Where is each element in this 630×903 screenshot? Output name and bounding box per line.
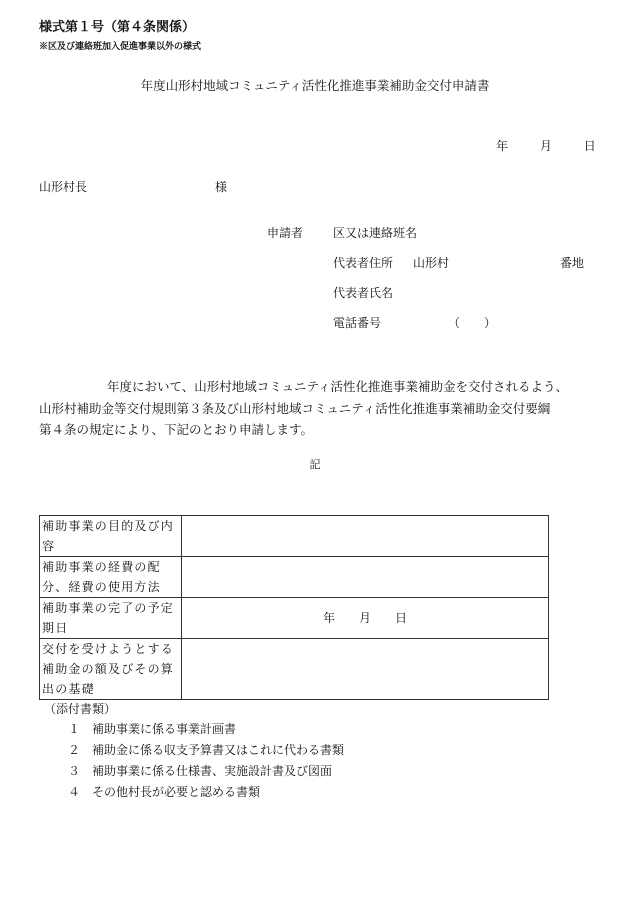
rep-address-label: 代表者住所 <box>333 256 394 270</box>
date-day: 日 <box>583 139 596 153</box>
form-note: ※区及び連絡班加入促進事業以外の様式 <box>39 42 202 52</box>
form-number: 様式第１号（第４条関係） <box>39 20 196 35</box>
row-value-purpose[interactable] <box>182 516 549 557</box>
rep-address-suffix: 番地 <box>560 256 585 270</box>
attachment-text: 補助金に係る収支予算書又はこれに代わる書類 <box>92 743 345 757</box>
body-line-1: 年度において、山形村地域コミュニティ活性化推進事業補助金を交付されるよう、 <box>107 379 569 394</box>
attachment-number: ３ <box>68 764 81 778</box>
phone-label: 電話番号 <box>333 316 382 330</box>
addressee <box>39 178 228 195</box>
body-line-2: 山形村補助金等交付規則第３条及び山形村地域コミュニティ活性化推進事業補助金交付要綱 <box>39 400 551 416</box>
date-line <box>496 137 596 154</box>
attachment-text: その他村長が必要と認める書類 <box>92 785 261 799</box>
row-label-purpose: 補助事業の目的及び内容 <box>40 516 182 557</box>
ki-marker: 記 <box>309 458 321 471</box>
applicant-org-label: 区又は連絡班名 <box>333 226 418 240</box>
row-label-subsidy-amount: 交付を受けようとする補助金の額及びその算出の基礎 <box>40 639 182 700</box>
date-year: 年 <box>496 139 509 153</box>
addressee-honorific: 様 <box>215 180 228 194</box>
attachment-text: 補助事業に係る仕様書、実施設計書及び図面 <box>92 764 333 778</box>
application-body <box>39 376 599 441</box>
attachment-text: 補助事業に係る事業計画書 <box>92 722 237 736</box>
table-row <box>40 639 549 700</box>
attachment-number: １ <box>68 722 81 736</box>
body-line-3: 第４条の規定により、下記のとおり申請します。 <box>39 422 314 437</box>
row-label-expenses: 補助事業の経費の配分、経費の使用方法 <box>40 557 182 598</box>
rep-name-label: 代表者氏名 <box>333 286 394 300</box>
row-value-completion-date[interactable]: 年 月 日 <box>182 598 549 639</box>
table-row <box>40 598 549 639</box>
document-title: 年度山形村地域コミュニティ活性化推進事業補助金交付申請書 <box>140 78 490 93</box>
rep-address-village: 山形村 <box>413 256 450 270</box>
attachment-number: ４ <box>68 785 81 799</box>
attachments-heading: （添付書類） <box>44 702 117 716</box>
row-value-expenses[interactable] <box>182 557 549 598</box>
applicant-label: 申請者 <box>267 226 304 240</box>
application-details-table <box>39 515 549 700</box>
row-value-subsidy-amount[interactable] <box>182 639 549 700</box>
addressee-name: 山形村長 <box>39 180 88 194</box>
attachment-number: ２ <box>68 743 81 757</box>
date-month: 月 <box>539 139 552 153</box>
table-row <box>40 516 549 557</box>
phone-area-code-paren: （ ） <box>448 316 497 330</box>
table-row <box>40 557 549 598</box>
row-label-completion-date: 補助事業の完了の予定期日 <box>40 598 182 639</box>
